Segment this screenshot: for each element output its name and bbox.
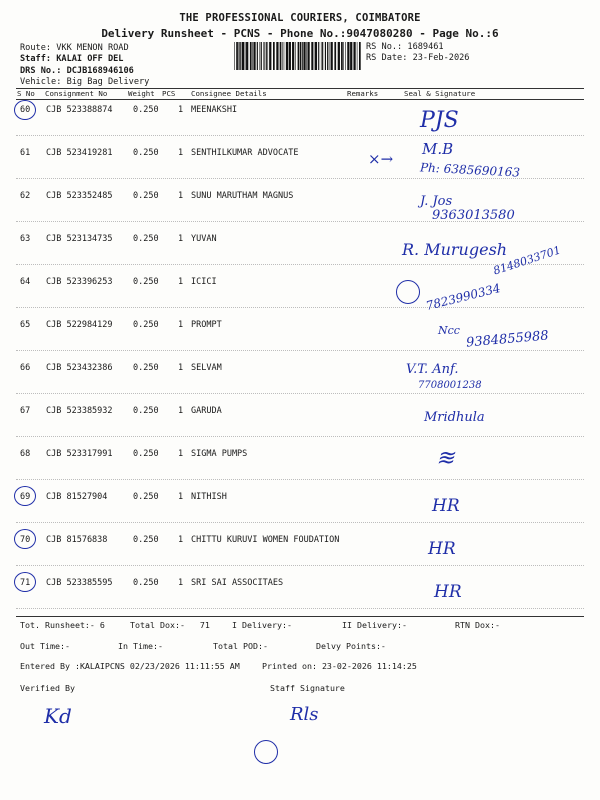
- signature-66: V.T. Anf.: [406, 362, 459, 377]
- barcode-bar: [289, 42, 291, 70]
- row-consignee: CHITTU KURUVI WOMEN FOUDATION: [191, 535, 340, 545]
- row-consignment: CJB 81576838: [46, 535, 108, 545]
- barcode-bar: [327, 42, 328, 70]
- delivery-points: Delvy Points:-: [316, 641, 386, 651]
- row-sno: 69: [20, 492, 31, 502]
- row-weight: 0.250: [133, 148, 159, 158]
- row-pcs: 1: [178, 535, 184, 545]
- phone-62: 9363013580: [432, 208, 515, 223]
- row-consignee: SIGMA PUMPS: [191, 449, 248, 459]
- sno-circle-mark: [14, 486, 36, 506]
- drs-line: DRS No.: DCJB168946106: [20, 66, 134, 76]
- row-consignee: SENTHILKUMAR ADVOCATE: [191, 148, 299, 158]
- barcode-bar: [350, 42, 352, 70]
- barcode-bar: [315, 42, 317, 70]
- barcode-bar: [302, 42, 303, 70]
- barcode-bar: [341, 42, 343, 70]
- printed-on: Printed on: 23-02-2026 11:14:25: [262, 661, 417, 671]
- row-consignment: CJB 523396253: [46, 277, 113, 287]
- signature-70: HR: [428, 539, 456, 559]
- row-sno: 65: [20, 320, 31, 330]
- row-consignment: CJB 523134735: [46, 234, 113, 244]
- table-row: [16, 578, 584, 621]
- staff-signature-label: Staff Signature: [270, 683, 345, 693]
- signature-62: J. Jos: [420, 194, 453, 209]
- table-row: [16, 449, 584, 492]
- row-consignment: CJB 523352485: [46, 191, 113, 201]
- runsheet-title: Delivery Runsheet - PCNS - Phone No.:9047080280 - Page No.:6: [101, 27, 499, 40]
- barcode-bar: [334, 42, 336, 70]
- in-time: In Time:-: [118, 641, 163, 651]
- barcode-bar: [282, 42, 283, 70]
- row-divider: [16, 393, 584, 394]
- row-consignment: CJB 523432386: [46, 363, 113, 373]
- barcode-bar: [261, 42, 262, 70]
- barcode-bar: [236, 42, 238, 70]
- row-divider: [16, 608, 584, 609]
- vehicle-line: Vehicle: Big Bag Delivery: [20, 77, 150, 87]
- barcode-bar: [325, 42, 326, 70]
- signature-71: HR: [434, 582, 462, 602]
- row-divider: [16, 522, 584, 523]
- signature-60: PJS: [420, 108, 459, 133]
- row-consignee: ICICI: [191, 277, 217, 287]
- row-weight: 0.250: [133, 320, 159, 330]
- phone-65: 9384855988: [465, 328, 550, 351]
- barcode-bar: [331, 42, 333, 70]
- row-sno: 64: [20, 277, 31, 287]
- row-weight: 0.250: [133, 492, 159, 502]
- barcode-bar: [357, 42, 358, 70]
- barcode-bar: [252, 42, 253, 70]
- barcode-bar: [266, 42, 267, 70]
- row-weight: 0.250: [133, 535, 159, 545]
- col-consignee: Consignee Details: [191, 89, 267, 98]
- row-divider: [16, 436, 584, 437]
- row-sno: 61: [20, 148, 31, 158]
- row-weight: 0.250: [133, 234, 159, 244]
- table-row: [16, 406, 584, 449]
- sno-circle-mark: [14, 572, 36, 592]
- phone-61: Ph: 6385690163: [419, 160, 521, 180]
- row-consignee: NITHISH: [191, 492, 227, 502]
- barcode-bar: [242, 42, 244, 70]
- row-weight: 0.250: [133, 578, 159, 588]
- barcode-bar: [347, 42, 349, 70]
- out-time: Out Time:-: [20, 641, 70, 651]
- barcode-bar: [307, 42, 309, 70]
- barcode-bar: [353, 42, 355, 70]
- barcode-bar: [286, 42, 288, 70]
- table-row: [16, 363, 584, 406]
- barcode-bar: [246, 42, 248, 70]
- staff-signature: Rls: [290, 704, 319, 725]
- barcode-bar: [303, 42, 305, 70]
- barcode-bar: [298, 42, 300, 70]
- col-weight: Weight: [128, 89, 155, 98]
- row-consignee: SRI SAI ASSOCITAES: [191, 578, 284, 588]
- barcode-bar: [318, 42, 319, 70]
- row-pcs: 1: [178, 492, 184, 502]
- total-runsheet: Tot. Runsheet:- 6: [20, 620, 105, 630]
- row-consignment: CJB 523419281: [46, 148, 113, 158]
- row-consignment: CJB 523388874: [46, 105, 113, 115]
- row-sno: 67: [20, 406, 31, 416]
- arrow-mark: ×→: [368, 150, 394, 168]
- barcode-bar: [260, 42, 261, 70]
- row-pcs: 1: [178, 320, 184, 330]
- barcode-bar: [253, 42, 255, 70]
- row-consignment: CJB 81527904: [46, 492, 108, 502]
- row-consignee: PROMPT: [191, 320, 222, 330]
- barcode-bar: [284, 42, 285, 70]
- barcode-bar: [280, 42, 282, 70]
- rs-date: RS Date: 23-Feb-2026: [366, 53, 470, 63]
- verified-by-label: Verified By: [20, 683, 75, 693]
- total-pod: Total POD:-: [213, 641, 268, 651]
- row-pcs: 1: [178, 449, 184, 459]
- row-pcs: 1: [178, 406, 184, 416]
- sno-circle-mark: [14, 100, 36, 120]
- row-consignee: MEENAKSHI: [191, 105, 238, 115]
- barcode-bar: [267, 42, 268, 70]
- staff-line: Staff: KALAI OFF DEL: [20, 54, 124, 64]
- row-weight: 0.250: [133, 363, 159, 373]
- row-weight: 0.250: [133, 406, 159, 416]
- ii-delivery: II Delivery:-: [342, 620, 407, 630]
- company-name: THE PROFESSIONAL COURIERS, COIMBATORE: [179, 12, 421, 24]
- barcode-bar: [245, 42, 246, 70]
- row-divider: [16, 135, 584, 136]
- barcode-bar: [257, 42, 258, 70]
- stamp-mark: [254, 740, 278, 764]
- row-consignee: YUVAN: [191, 234, 217, 244]
- row-weight: 0.250: [133, 449, 159, 459]
- initials-65-mark: Ncc: [438, 324, 460, 337]
- row-sno: 63: [20, 234, 31, 244]
- barcode-bar: [338, 42, 340, 70]
- totals-rule: [16, 616, 584, 617]
- table-row: [16, 105, 584, 148]
- row-consignee: GARUDA: [191, 406, 222, 416]
- barcode-bar: [300, 42, 301, 70]
- rs-number: RS No.: 1689461: [366, 42, 444, 52]
- row-divider: [16, 307, 584, 308]
- row-pcs: 1: [178, 105, 184, 115]
- barcode-bar: [234, 42, 235, 70]
- row-consignment: CJB 523385595: [46, 578, 113, 588]
- table-row: [16, 535, 584, 578]
- row-pcs: 1: [178, 363, 184, 373]
- phone-64: 7823990334: [424, 280, 502, 314]
- barcode-bar: [314, 42, 315, 70]
- barcode-bar: [269, 42, 271, 70]
- col-seal-signature: Seal & Signature: [404, 89, 476, 98]
- row-sno: 70: [20, 535, 31, 545]
- header-rule-bottom: [16, 99, 584, 100]
- total-dox: Total Dox:- 71: [130, 620, 210, 630]
- row-pcs: 1: [178, 578, 184, 588]
- row-sno: 60: [20, 105, 31, 115]
- row-consignee: SELVAM: [191, 363, 222, 373]
- rtn-dox: RTN Dox:-: [455, 620, 500, 630]
- barcode-bar: [273, 42, 275, 70]
- col-sno: S No: [17, 89, 35, 98]
- route-line: Route: VKK MENON ROAD: [20, 43, 129, 53]
- phone-63: 8148033701: [491, 243, 563, 278]
- barcode-bar: [345, 42, 346, 70]
- row-sno: 66: [20, 363, 31, 373]
- col-consignment: Consignment No: [45, 89, 108, 98]
- barcode-bar: [321, 42, 322, 70]
- stamp-64-mark: [396, 280, 420, 304]
- stamp-68-mark: ≋: [436, 446, 455, 471]
- row-weight: 0.250: [133, 191, 159, 201]
- i-delivery: I Delivery:-: [232, 620, 292, 630]
- row-consignment: CJB 523385932: [46, 406, 113, 416]
- row-weight: 0.250: [133, 277, 159, 287]
- row-sno: 68: [20, 449, 31, 459]
- col-pcs: PCS: [162, 89, 176, 98]
- row-sno: 62: [20, 191, 31, 201]
- row-consignment: CJB 522984129: [46, 320, 113, 330]
- barcode-bar: [295, 42, 296, 70]
- barcode-bar: [263, 42, 264, 70]
- row-weight: 0.250: [133, 105, 159, 115]
- row-pcs: 1: [178, 148, 184, 158]
- signature-67: Mridhula: [424, 410, 485, 425]
- row-divider: [16, 565, 584, 566]
- signature-61: M.B: [422, 140, 454, 158]
- row-pcs: 1: [178, 277, 184, 287]
- row-divider: [16, 479, 584, 480]
- row-consignee: SUNU MARUTHAM MAGNUS: [191, 191, 294, 201]
- entered-by: Entered By :KALAIPCNS 02/23/2026 11:11:55 AM: [20, 661, 240, 671]
- row-pcs: 1: [178, 191, 184, 201]
- barcode-bar: [276, 42, 278, 70]
- verified-signature: Kd: [44, 704, 72, 728]
- signature-63: R. Murugesh: [402, 240, 508, 259]
- barcode-bar: [240, 42, 241, 70]
- barcode-bar: [292, 42, 294, 70]
- signature-69: HR: [432, 496, 460, 516]
- row-sno: 71: [20, 578, 31, 588]
- barcode-bar: [359, 42, 361, 70]
- phone-66: 7708001238: [418, 380, 482, 391]
- barcode-bar: [239, 42, 240, 70]
- row-divider: [16, 350, 584, 351]
- sno-circle-mark: [14, 529, 36, 549]
- row-pcs: 1: [178, 234, 184, 244]
- col-remarks: Remarks: [347, 89, 379, 98]
- row-consignment: CJB 523317991: [46, 449, 113, 459]
- barcode-bar: [329, 42, 330, 70]
- table-row: [16, 492, 584, 535]
- barcode-bar: [250, 42, 252, 70]
- barcode-bar: [311, 42, 313, 70]
- barcode-bar: [306, 42, 307, 70]
- barcode-bar: [322, 42, 323, 70]
- barcode-bar: [343, 42, 344, 70]
- barcode-image: [234, 42, 362, 70]
